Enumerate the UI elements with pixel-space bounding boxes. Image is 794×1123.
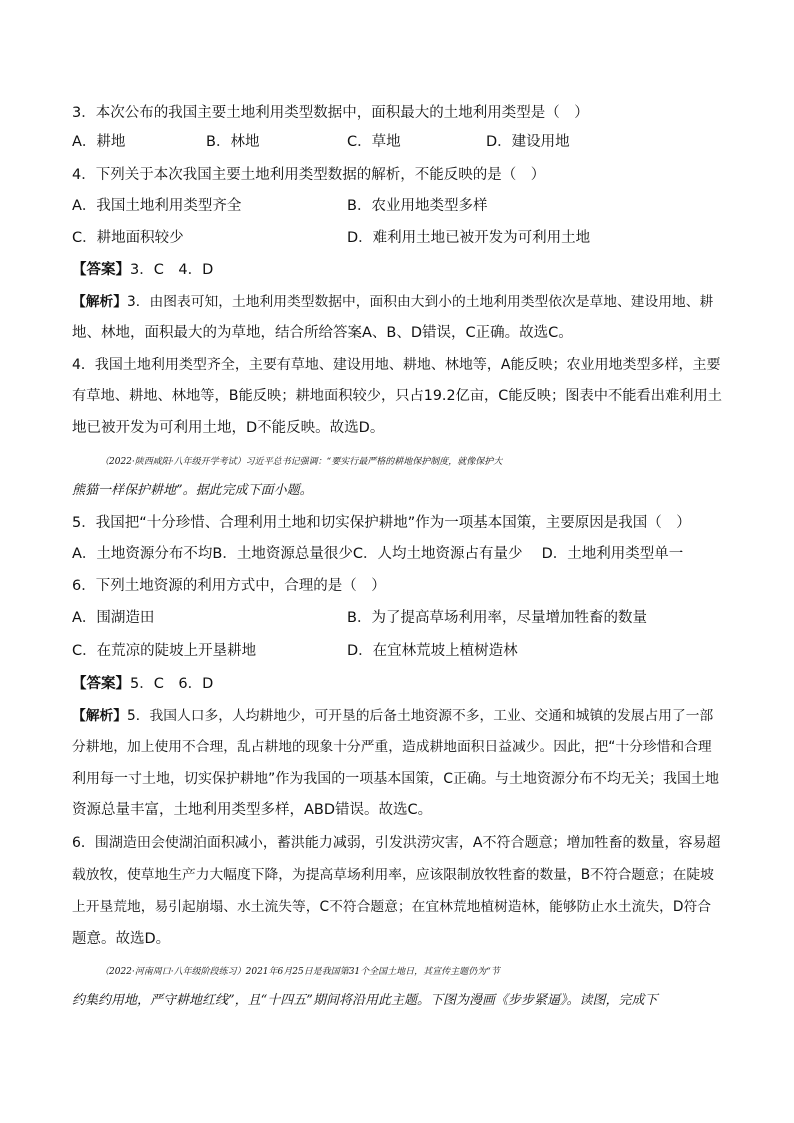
q3-option-c: C．草地 bbox=[347, 134, 401, 150]
q3-option-d: D．建设用地 bbox=[486, 134, 570, 150]
answer-text: 3．C 4．D bbox=[130, 262, 214, 278]
question-5-stem: 5．我国把“十分珍惜、合理利用土地和切实保护耕地”作为一项基本国策，主要原因是我国（ ） bbox=[72, 515, 691, 531]
explanation-5-6-line-3: 利用每一寸土地，切实保护耕地”作为我国的一项基本国策，C正确。与土地资源分布不均无关；我国土地 bbox=[72, 771, 720, 787]
question-4-stem: 4．下列关于本次我国主要土地利用类型数据的解析，不能反映的是（ ） bbox=[72, 167, 546, 183]
explanation-tag: 【解析】 bbox=[72, 708, 128, 724]
explanation-tag: 【解析】 bbox=[72, 294, 128, 310]
source-note-1-line-1: （2022·陕西咸阳·八年级开学考试）习近平总书记强调：“要实行最严格的耕地保护制度，就像保护大 bbox=[100, 457, 503, 467]
question-3-stem: 3．本次公布的我国主要土地利用类型数据中，面积最大的土地利用类型是（ ） bbox=[72, 105, 589, 121]
q4-option-a: A．我国土地利用类型齐全 bbox=[72, 198, 242, 214]
answer-5-6 bbox=[72, 673, 722, 695]
source-note-2-line-2: 约集约用地，严守耕地红线”，且“十四五”期间将沿用此主题。下图为漫画《步步紧逼》。读图，完成下 bbox=[72, 993, 658, 1008]
explanation-5-6-line-6: 载放牧，使草地生产力大幅度下降，为提高草场利用率，应该限制放牧牲畜的数量，B不符合题意；在陡坡 bbox=[72, 867, 714, 883]
q5-options: A．土地资源分布不均B．土地资源总量很少C．人均土地资源占有量少 D．土地利用类型单一 bbox=[72, 546, 684, 562]
q3-option-a: A．耕地 bbox=[72, 134, 126, 150]
explanation-5-6-line-8: 题意。故选D。 bbox=[72, 931, 171, 947]
explanation-5-6-line-1 bbox=[72, 705, 722, 727]
explanation-text: 5．我国人口多，人均耕地少，可开垦的后备土地资源不多，工业、交通和城镇的发展占用了一部 bbox=[127, 708, 714, 724]
question-6-stem: 6．下列土地资源的利用方式中，合理的是（ ） bbox=[72, 578, 386, 594]
explanation-text: 3．由图表可知，土地利用类型数据中，面积由大到小的土地利用类型依次是草地、建设用地、耕 bbox=[127, 294, 714, 310]
q4-option-d: D．难利用土地已被开发为可利用土地 bbox=[347, 230, 591, 246]
answer-tag: 【答案】 bbox=[72, 262, 130, 278]
explanation-5-6-line-2: 分耕地，加上使用不合理，乱占耕地的现象十分严重，造成耕地面积日益减少。因此，把“十分珍惜和合理 bbox=[72, 739, 712, 755]
explanation-3-4-line-4: 有草地、耕地、林地等，B能反映；耕地面积较少，只占19.2亿亩，C能反映；图表中不能看出难利用土 bbox=[72, 388, 722, 404]
explanation-5-6-line-7: 上开垦荒地，易引起崩塌、水土流失等，C不符合题意；在宜林荒地植树造林，能够防止水土流失，D符合 bbox=[72, 899, 711, 915]
q6-option-b: B．为了提高草场利用率，尽量增加牲畜的数量 bbox=[347, 610, 647, 626]
q6-option-c: C．在荒凉的陡坡上开垦耕地 bbox=[72, 643, 257, 659]
q4-option-c: C．耕地面积较少 bbox=[72, 230, 184, 246]
explanation-3-4-line-3: 4．我国土地利用类型齐全，主要有草地、建设用地、耕地、林地等，A能反映；农业用地类型多样，主要 bbox=[72, 357, 721, 373]
explanation-5-6-line-4: 资源总量丰富，土地利用类型多样，ABD错误。故选C。 bbox=[72, 802, 433, 818]
explanation-3-4-line-2: 地、林地，面积最大的为草地，结合所给答案A、B、D错误，C正确。故选C。 bbox=[72, 325, 573, 341]
answer-text: 5．C 6．D bbox=[130, 676, 214, 692]
source-note-2-line-1: （2022·河南周口·八年级阶段练习）2021年6月25日是我国第31个全国土地日，其宣传主题仍为“节 bbox=[100, 967, 500, 977]
answer-tag: 【答案】 bbox=[72, 676, 130, 692]
explanation-3-4-line-5: 地已被开发为可利用土地，D不能反映。故选D。 bbox=[72, 420, 385, 436]
explanation-3-4-line-1 bbox=[72, 291, 722, 313]
answer-3-4 bbox=[72, 259, 722, 281]
explanation-5-6-line-5: 6．围湖造田会使湖泊面积减小，蓄洪能力减弱，引发洪涝灾害，A不符合题意；增加牲畜的数量，容易超 bbox=[72, 835, 721, 851]
q4-option-b: B．农业用地类型多样 bbox=[347, 198, 488, 214]
q6-option-d: D．在宜林荒坡上植树造林 bbox=[347, 643, 518, 659]
source-note-1-line-2: 熊猫一样保护耕地”。据此完成下面小题。 bbox=[72, 483, 313, 498]
q6-option-a: A．围湖造田 bbox=[72, 610, 155, 626]
q3-option-b: B．林地 bbox=[206, 134, 260, 150]
